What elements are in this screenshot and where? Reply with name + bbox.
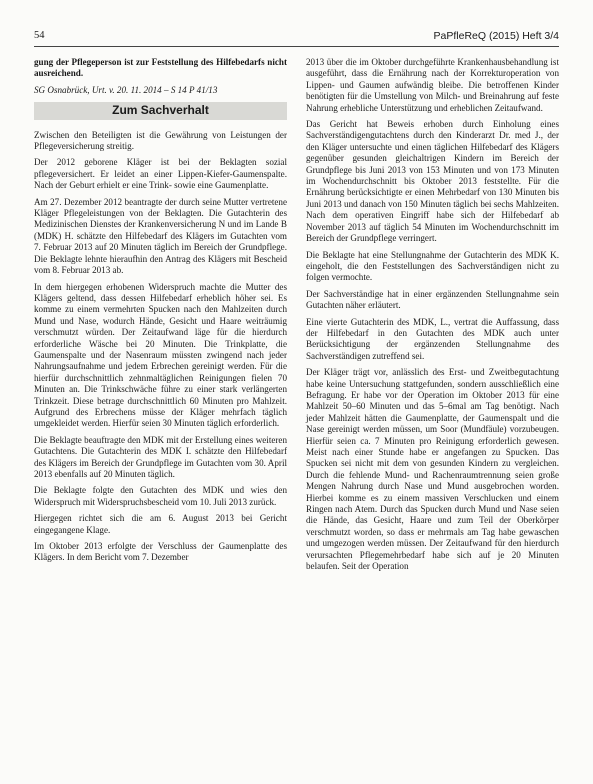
- guiding-principle-text: gung der Pflegeperson ist zur Feststellung des Hilfebedarfs nicht ausreichend.: [34, 57, 287, 79]
- paragraph: In dem hiergegen erhobenen Widerspruch machte die Mutter des Klägers geltend, dass dessen Hilfebedarf erheblich höher sei. Es komme zu einem vermehrten Spucken nach den Mahlzeiten durch Mund und Nase, wodurch Hände, Gesicht und Haare weiträumig verschmutzt würden. Der Zeitaufwand läge für die hierdurch erforderliche Wäsche bei 20 Minuten. Die Trinkplatte, die Gaumenspalte und der Nasenraum müssten zwingend nach jeder Nahrungsaufnahme und jedem Erbrechen gereinigt werden. Für die hierfür durchschnittlich zehnmaltäglichen Reinigungen fielen 70 Minuten an. Die Trinkschwäche führe zu einer stark verlängerten Trinkzeit. Diese betrage durchschnittlich 60 Minuten pro Mahlzeit. Aufgrund des Erbrechens müsse der Kläger mehrfach täglich umgekleidet werden. Hierfür seien 30 Minuten täglich erforderlich.: [34, 281, 287, 429]
- page-number: 54: [34, 30, 45, 41]
- paragraph: Das Gericht hat Beweis erhoben durch Einholung eines Sachverständigengutachtens durch den Kinderarzt Dr. med J., der den Kläger untersuchte und einen täglichen Hilfebedarf des Klägers gegenüber gesunden gleichaltrigen Kindern im Bereich der Grundpflege bis Juni 2013 von 153 Minuten und von 173 Minuten im Wochendurchschnitt bis Oktober 2013 feststellte. Für die Ernährung berücksichtigte er einen Mehrbedarf von 130 Minuten bis Juni 2013 und danach von 150 Minuten täglich bei sechs Mahlzeiten. Nach dem operativen Eingriff habe sich der Hilfebedarf ab November 2013 auf täglich 54 Minuten im Wochendurchschnitt im Bereich der Grundpflege verringert.: [306, 119, 559, 244]
- paragraph: Eine vierte Gutachterin des MDK, L., vertrat die Auffassung, dass der Hilfebedarf in den Gutachten des MDK auch unter Berücksichtigung der ergänzenden Stellungnahme des Sachverständigen zutreffend sei.: [306, 316, 559, 361]
- paragraph: Die Beklagte hat eine Stellungnahme der Gutachterin des MDK K. eingeholt, die den Feststellungen des Sachverständigen nicht zu folgen vermochte.: [306, 249, 559, 283]
- right-column: [306, 57, 559, 577]
- paragraph: Der 2012 geborene Kläger ist bei der Beklagten sozial pflegeversichert. Er leidet an einer Lippen-Kiefer-Gaumenspalte. Nach der Geburt erhielt er eine Trink- sowie eine Gaumenplatte.: [34, 157, 287, 191]
- journal-reference: PaPfleReQ (2015) Heft 3/4: [433, 30, 559, 42]
- page-header: [34, 30, 559, 42]
- paragraph: Hiergegen richtet sich die am 6. August 2013 bei Gericht eingegangene Klage.: [34, 513, 287, 535]
- paragraph: Der Kläger trägt vor, anlässlich des Erst- und Zweitbegutachtung habe keine Untersuchung stattgefunden, sondern ausschließlich eine Befragung. Er habe vor der Operation im Oktober 2013 für eine Mahlzeit 50–60 Minuten und das 5–6mal am Tag benötigt. Nach jeder Mahlzeit hätten die Gaumenplatte, der Gaumenspalt und die Nase gereinigt werden müssen, um Soor (Mundfäule) vorzubeugen. Hierfür seien ca. 7 Minuten pro Reinigung erforderlich gewesen. Meist nach einer Stunde habe er angefangen zu Spucken. Das Spucken sei nicht mit dem von gesunden Kindern zu vergleichen. Durch die fehlende Mund- und Rachenraumtrennung seien große Mengen Nahrung durch Nase und Mund ausgebrochen worden. Hierbei komme es zu einem massiven Verschlucken und einem Ringen nach Atem. Durch das Spucken durch Mund und Nase seien die Hände, das Gesicht, Haare und zum Teil der Oberkörper verschmutzt worden, so dass er mehrmals am Tag habe gewaschen und umgezogen werden müssen. Der Zeitaufwand für den hierdurch verursachten Pflegemehrbedarf habe sich auf je 20 Minuten belaufen. Seit der Operation: [306, 367, 559, 572]
- paragraph: Die Beklagte beauftragte den MDK mit der Erstellung eines weiteren Gutachtens. Die Gutachterin des MDK I. schätzte den Hilfebedarf des Klägers im Bereich der Grundpflege im Gutachten vom 30. April 2013 ebenfalls auf 20 Minuten täglich.: [34, 434, 287, 479]
- paragraph: Am 27. Dezember 2012 beantragte der durch seine Mutter vertretene Kläger Pflegeleistungen von der Beklagten. Die Gutachterin des Medizinischen Dienstes der Krankenversicherung N und im Lande B (MDK) H. schätzte den Hilfebedarf des Klägers im Gutachten vom 7. Februar 2013 auf 20 Minuten täglich im Bereich der Grundpflege. Die Beklagte lehnte hieraufhin den Antrag des Klägers mit Bescheid vom 8. Februar 2013 ab.: [34, 196, 287, 276]
- paragraph: Die Beklagte folgte den Gutachten des MDK und wies den Widerspruch mit Widerspruchsbescheid vom 10. Juli 2013 zurück.: [34, 485, 287, 507]
- section-heading: Zum Sachverhalt: [34, 102, 287, 119]
- left-column: [34, 57, 287, 569]
- paragraph: 2013 über die im Oktober durchgeführte Krankenhausbehandlung ist ausgeführt, dass die Ernährung nach der Korrekturoperation von Lippen- und Gaumen aufwändig bleibe. Die betroffenen Kinder benötigten für die Umstellung von Milch- und Breinahrung auf feste Nahrung erhebliche Unterstützung und erheblichen Zeitaufwand.: [306, 57, 559, 113]
- paragraph: Im Oktober 2013 erfolgte der Verschluss der Gaumenplatte des Klägers. In dem Bericht vom 7. Dezember: [34, 541, 287, 563]
- paragraph: Der Sachverständige hat in einer ergänzenden Stellungnahme sein Gutachten näher erläutert.: [306, 288, 559, 311]
- header-rule: [34, 46, 559, 47]
- paragraph: Zwischen den Beteiligten ist die Gewährung von Leistungen der Pflegeversicherung streitig.: [34, 129, 287, 152]
- court-citation: SG Osnabrück, Urt. v. 20. 11. 2014 – S 14 P 41/13: [34, 84, 218, 95]
